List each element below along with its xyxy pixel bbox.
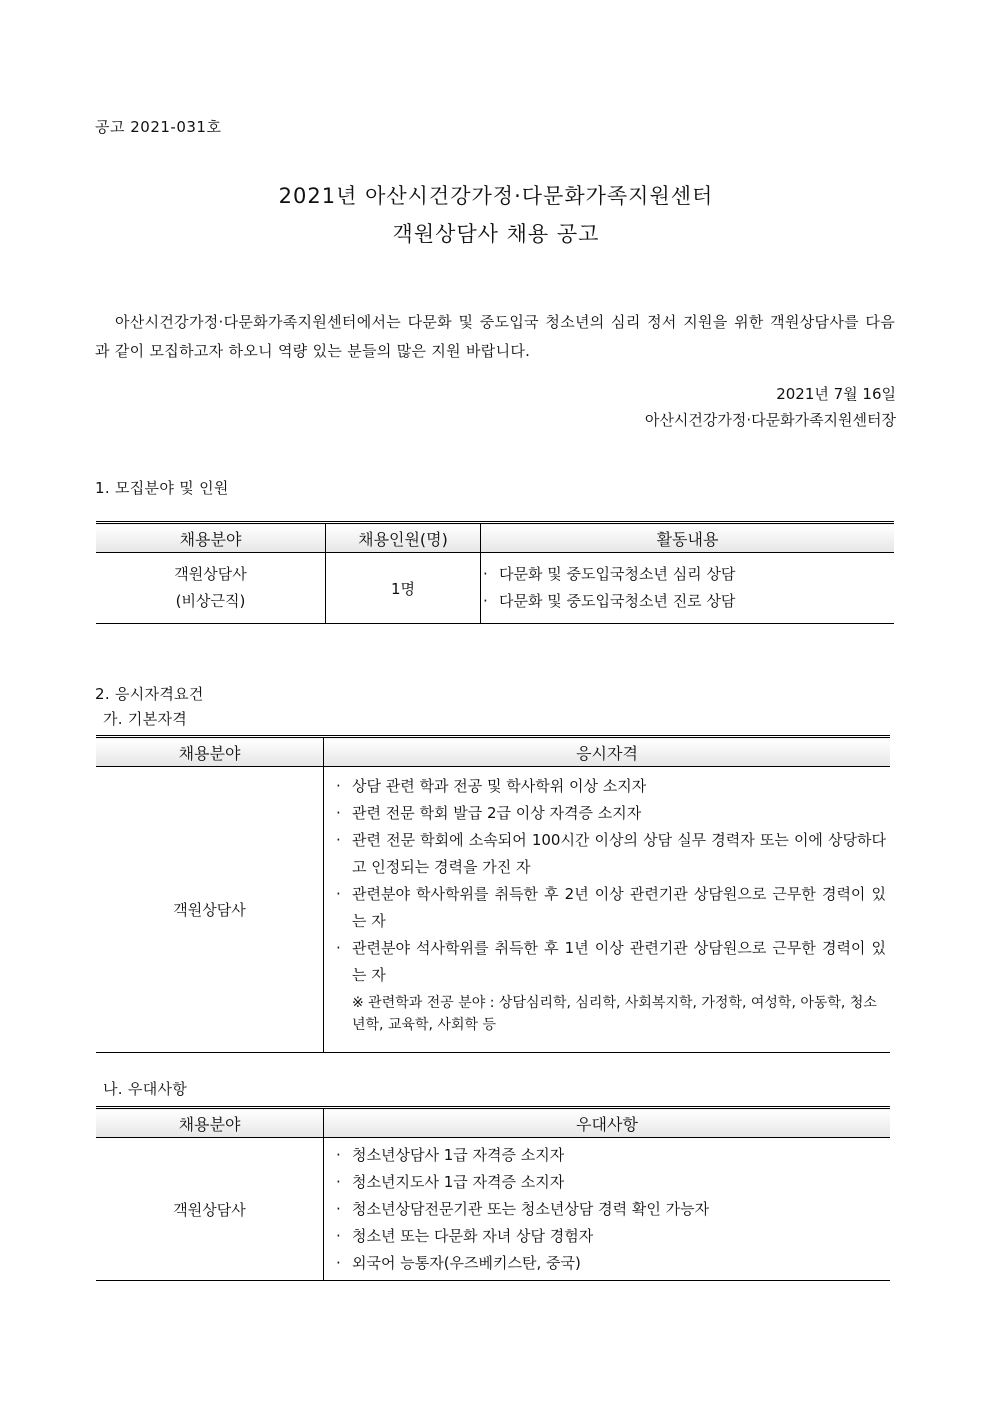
qualification-item: · 관련분야 석사학위를 취득한 후 1년 이상 관련기관 상담원으로 근무한 경력이 있는 자 <box>336 939 886 984</box>
header-qualification: 응시자격 <box>324 737 891 767</box>
field-cell: 객원상담사 <box>96 1138 324 1281</box>
section1-heading: 1. 모집분야 및 인원 <box>95 479 229 497</box>
qualification-table <box>96 735 890 1053</box>
header-field: 채용분야 <box>96 523 326 553</box>
preference-cell <box>324 1138 891 1281</box>
field-name: 객원상담사 <box>174 565 247 583</box>
subsection-a-heading: 가. 기본자격 <box>103 710 188 728</box>
issue-block <box>645 381 896 433</box>
activities-cell <box>481 553 895 624</box>
header-count: 채용인원(명) <box>326 523 481 553</box>
preference-table <box>96 1106 890 1281</box>
page-title-line1: 2021년 아산시건강가정·다문화가족지원센터 <box>278 184 714 208</box>
qualification-item: · 상담 관련 학과 전공 및 학사학위 이상 소지자 <box>336 777 647 795</box>
header-field: 채용분야 <box>96 737 324 767</box>
intro-paragraph: 아산시건강가정·다문화가족지원센터에서는 다문화 및 중도입국 청소년의 심리 정서 지원을 위한 객원상담사를 다음과 같이 모집하고자 하오니 역량 있는 분들의 많은 지원 바랍니다. <box>95 313 895 360</box>
issue-date: 2021년 7월 16일 <box>776 385 896 403</box>
header-field: 채용분야 <box>96 1108 324 1138</box>
qualification-cell <box>324 767 891 1053</box>
header-activities: 활동내용 <box>481 523 895 553</box>
field-type: (비상근직) <box>175 592 246 610</box>
preference-item: · 청소년상담사 1급 자격증 소지자 <box>336 1145 565 1164</box>
qualification-item: · 관련분야 학사학위를 취득한 후 2년 이상 관련기관 상담원으로 근무한 경력이 있는 자 <box>336 885 886 930</box>
field-cell <box>96 553 326 624</box>
issuer-name: 아산시건강가정·다문화가족지원센터장 <box>644 411 896 429</box>
preference-item: · 청소년상담전문기관 또는 청소년상담 경력 확인 가능자 <box>336 1199 710 1218</box>
page-title-line2: 객원상담사 채용 공고 <box>392 222 600 246</box>
section2-heading: 2. 응시자격요건 <box>95 685 204 703</box>
notice-number: 공고 2021-031호 <box>95 118 222 136</box>
preference-item: · 외국어 능통자(우즈베키스탄, 중국) <box>336 1253 581 1272</box>
major-note: ※ 관련학과 전공 분야 : 상담심리학, 심리학, 사회복지학, 가정학, 여성학, 아동학, 청소년학, 교육학, 사회학 등 <box>352 995 877 1033</box>
preference-item: · 청소년지도사 1급 자격증 소지자 <box>336 1172 565 1191</box>
qualification-item: · 관련 전문 학회 발급 2급 이상 자격증 소지자 <box>336 804 642 822</box>
qualification-item: · 관련 전문 학회에 소속되어 100시간 이상의 상담 실무 경력자 또는 이에 상당하다고 인정되는 경력을 가진 자 <box>336 831 886 876</box>
preference-item: · 청소년 또는 다문화 자녀 상담 경험자 <box>336 1226 594 1245</box>
activity-item: · 다문화 및 중도입국청소년 심리 상담 <box>483 565 736 583</box>
recruitment-table <box>96 521 894 624</box>
activity-item: · 다문화 및 중도입국청소년 진로 상담 <box>483 592 736 610</box>
count-cell: 1명 <box>326 553 481 624</box>
header-preference: 우대사항 <box>324 1108 891 1138</box>
field-cell: 객원상담사 <box>96 767 324 1053</box>
subsection-b-heading: 나. 우대사항 <box>103 1080 188 1098</box>
